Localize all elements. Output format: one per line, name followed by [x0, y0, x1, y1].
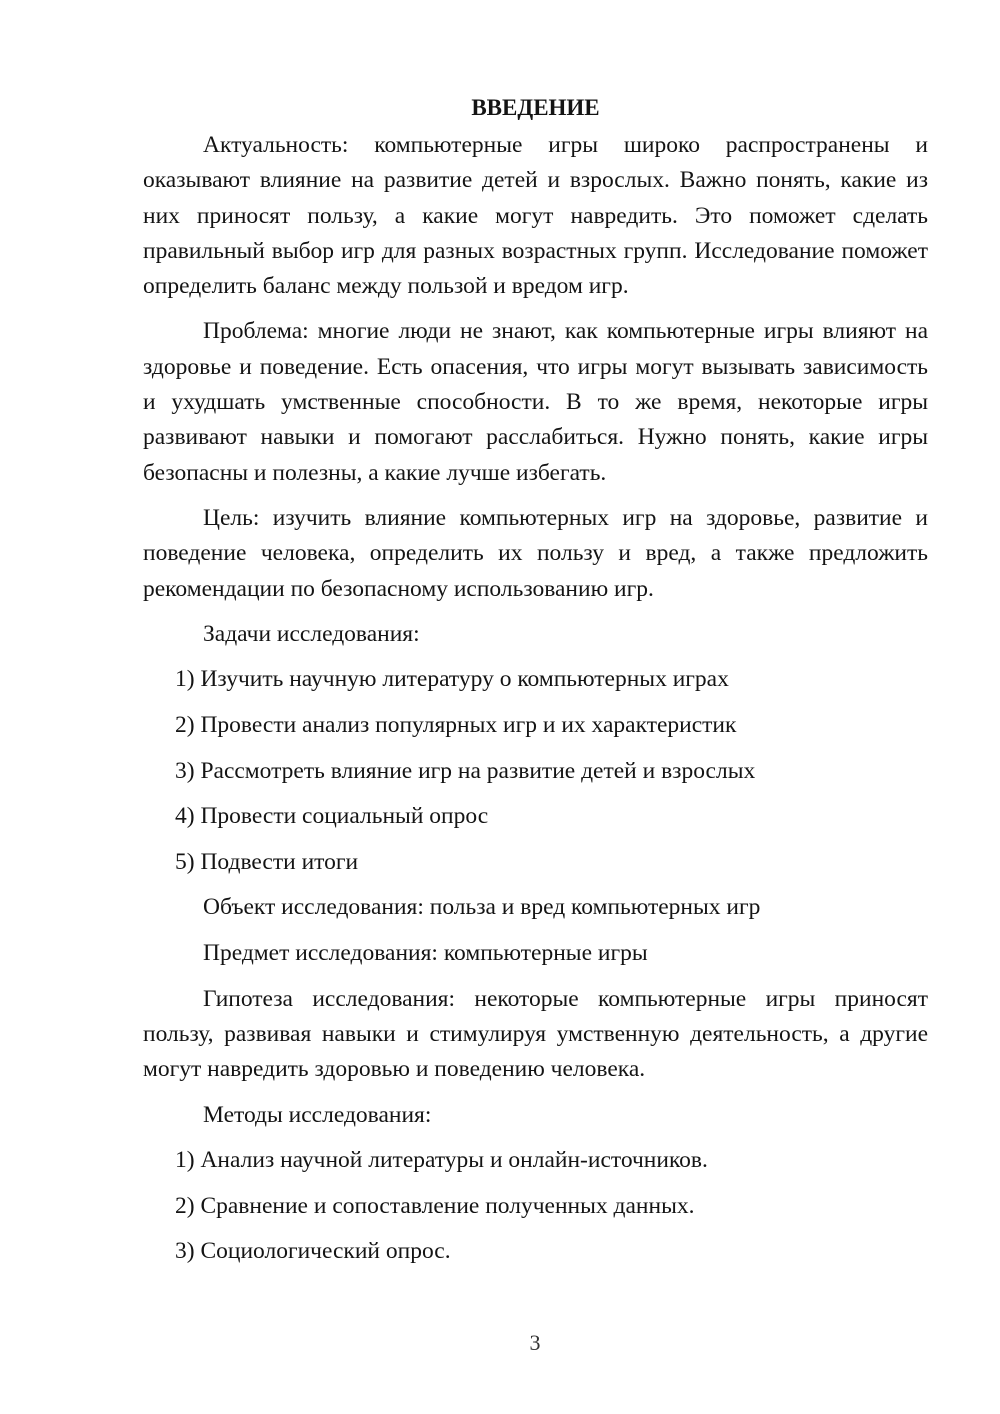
list-item: 2) Сравнение и сопоставление полученных данных.: [175, 1192, 695, 1219]
relevance-paragraph: Актуальность: компьютерные игры широко распространены и оказывают влияние на развитие детей и взрослых. Важно понять, какие из них приносят пользу, а какие могут навредить. Это поможет сделать правильный выбор игр для разных возрастных групп. Исследование поможет определить баланс между пользой и вредом игр.: [143, 132, 928, 300]
document-page: [143, 92, 928, 1280]
object-line: Объект исследования: польза и вред компьютерных игр: [203, 894, 761, 921]
page-title: ВВЕДЕНИЕ: [471, 95, 600, 120]
list-item: 5) Подвести итоги: [175, 848, 359, 875]
list-item: 1) Изучить научную литературу о компьютерных играх: [175, 666, 729, 693]
goal-paragraph: Цель: изучить влияние компьютерных игр на здоровье, развитие и поведение человека, определить их пользу и вред, а также предложить рекомендации по безопасному использованию игр.: [143, 504, 928, 602]
methods-list: [143, 1143, 928, 1269]
hypothesis-paragraph: Гипотеза исследования: некоторые компьютерные игры приносят пользу, развивая навыки и стимулируя умственную деятельность, а другие могут навредить здоровью и поведению человека.: [143, 985, 928, 1083]
list-item: 4) Провести социальный опрос: [175, 803, 489, 830]
list-item: 3) Социологический опрос.: [175, 1238, 451, 1265]
list-item: 3) Рассмотреть влияние игр на развитие детей и взрослых: [175, 757, 756, 784]
methods-heading: Методы исследования:: [203, 1101, 432, 1128]
page-number: 3: [529, 1330, 541, 1355]
problem-paragraph: Проблема: многие люди не знают, как компьютерные игры влияют на здоровье и поведение. Есть опасения, что игры могут вызывать зависимость и ухудшать умственные способности. В то же время, некоторые игры развивают навыки и помогают расслабиться. Нужно понять, какие игры безопасны и полезны, а какие лучше избегать.: [143, 318, 928, 486]
tasks-list: [143, 662, 928, 880]
tasks-heading: Задачи исследования:: [203, 620, 420, 647]
subject-line: Предмет исследования: компьютерные игры: [203, 940, 648, 967]
list-item: 2) Провести анализ популярных игр и их характеристик: [175, 712, 737, 739]
list-item: 1) Анализ научной литературы и онлайн-источников.: [175, 1147, 708, 1174]
